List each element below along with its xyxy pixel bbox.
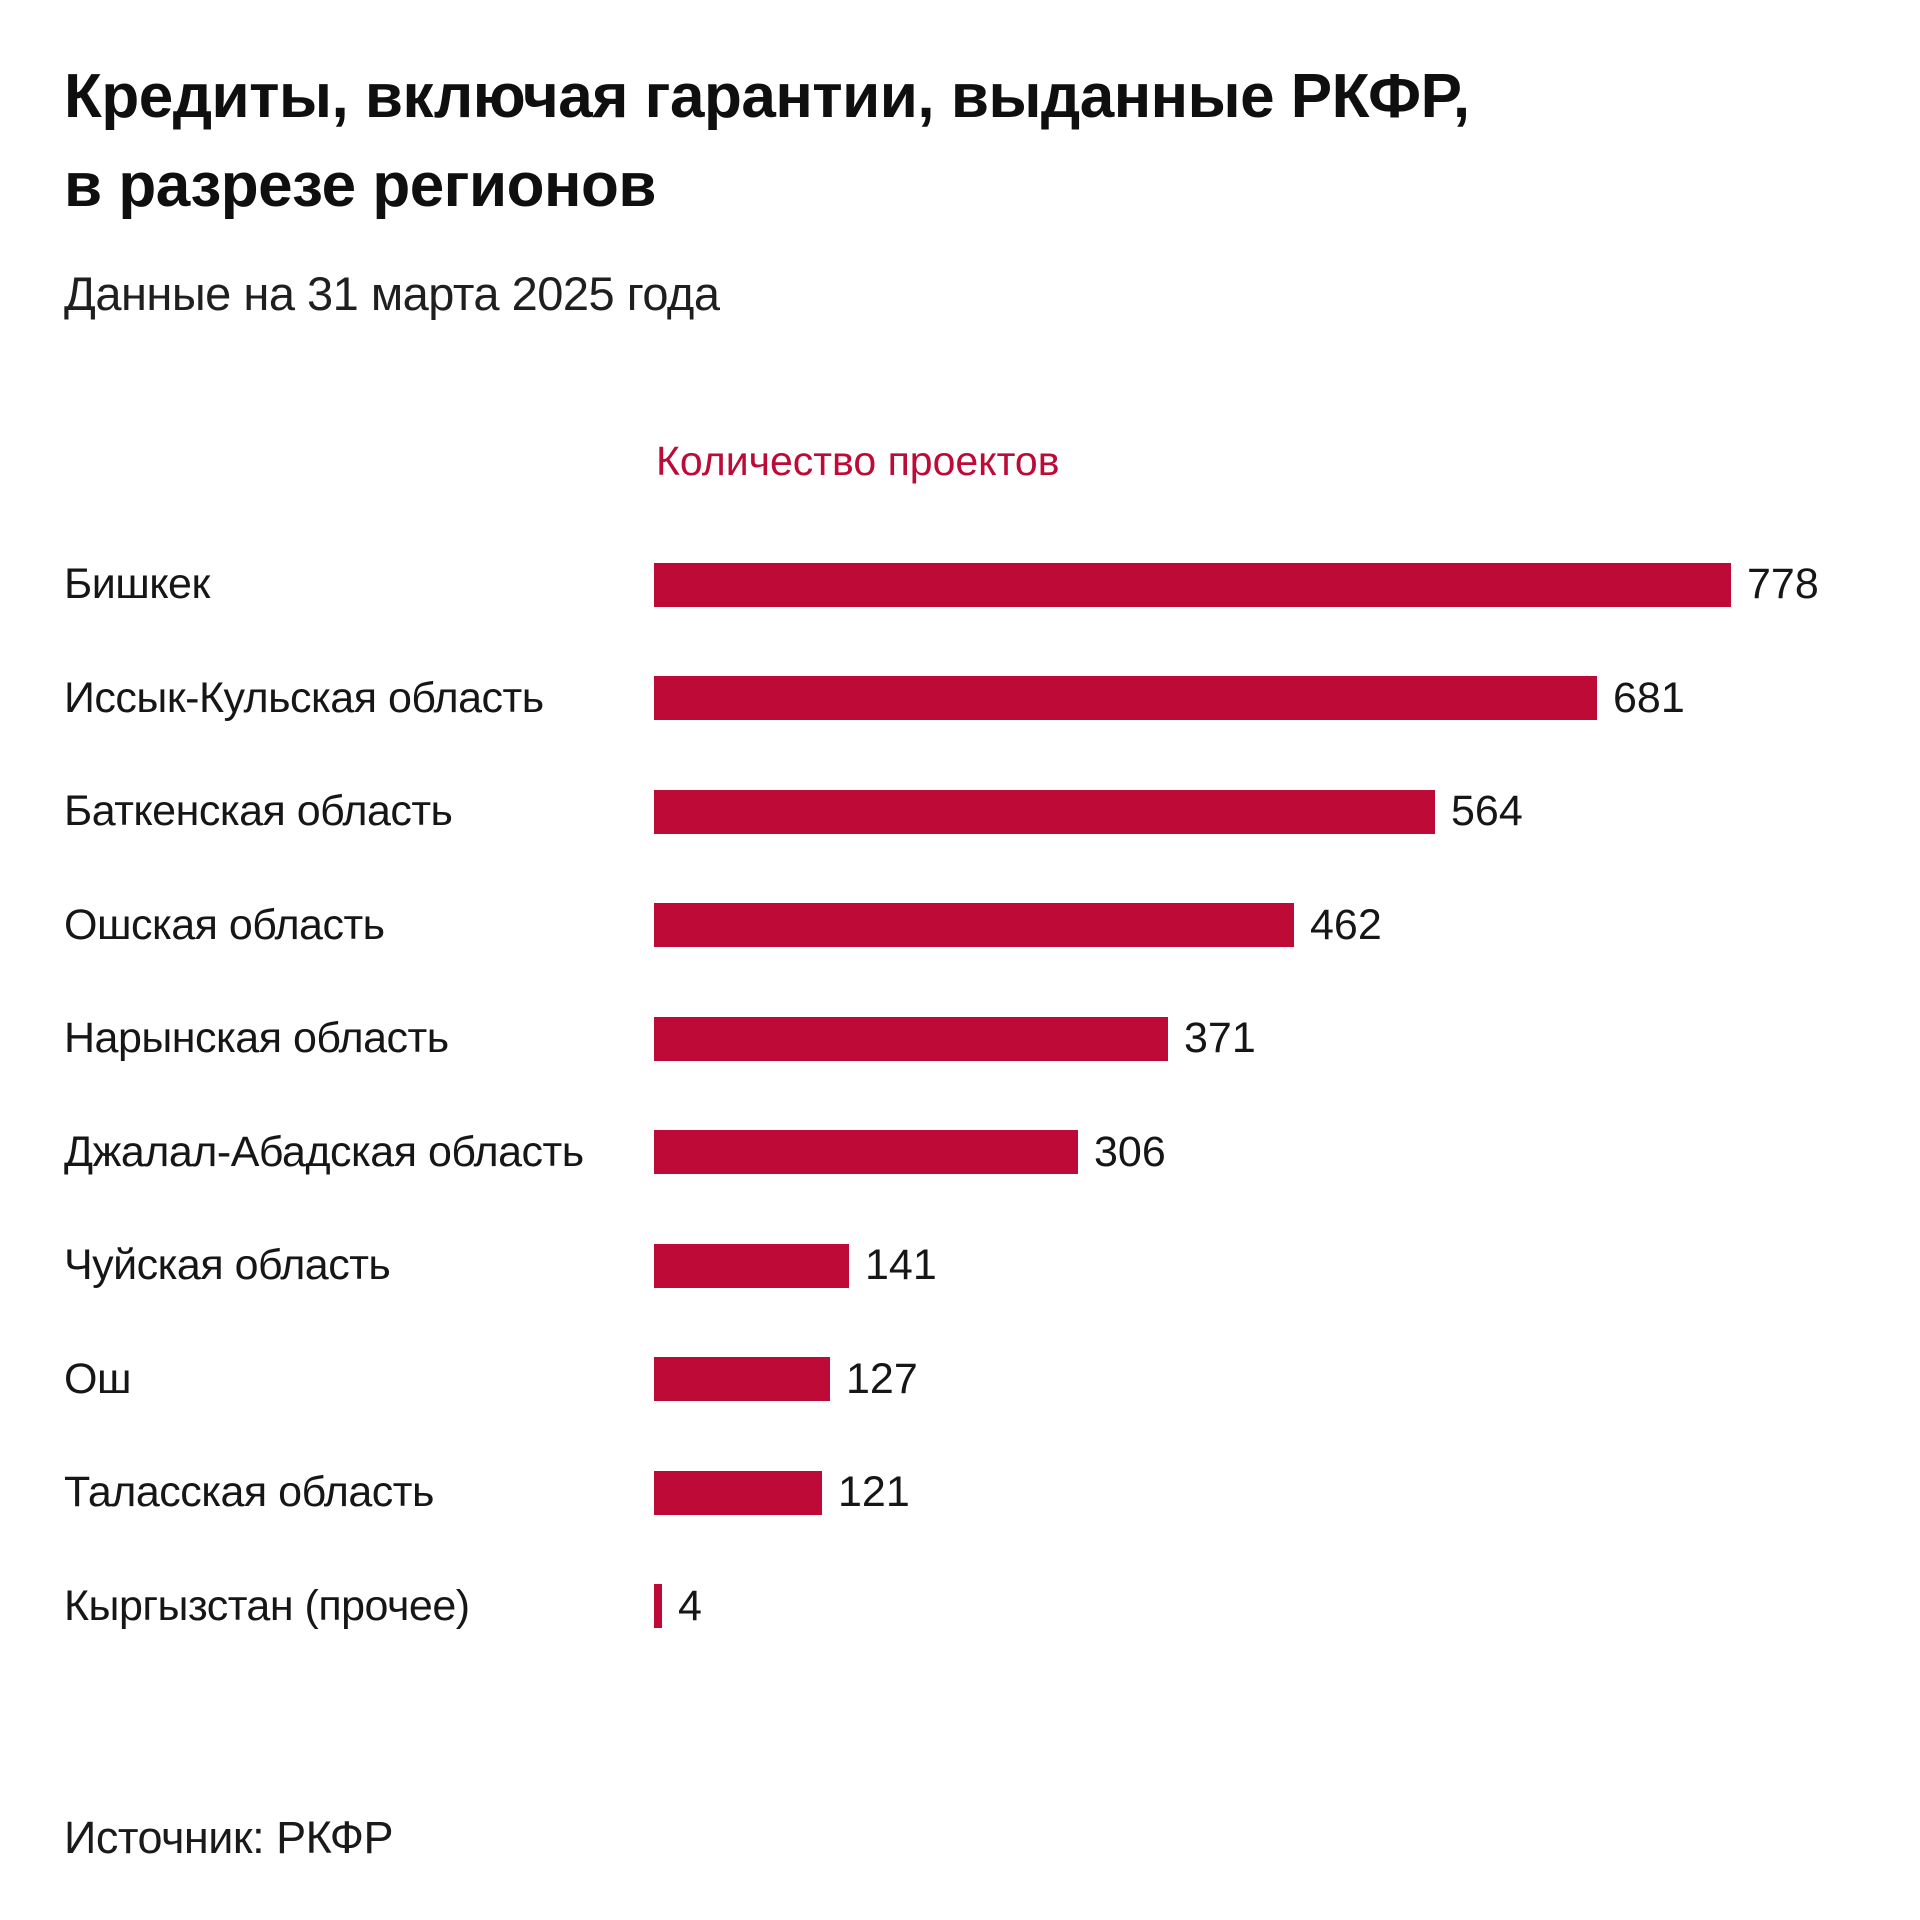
- value-label: 564: [1451, 787, 1523, 836]
- value-label: 4: [678, 1581, 702, 1630]
- bar: [654, 1357, 830, 1401]
- category-label: Баткенская область: [64, 787, 453, 836]
- chart-row: [0, 755, 1920, 869]
- bar-area: [654, 1128, 1920, 1177]
- value-label: 681: [1613, 673, 1685, 722]
- bar-area: [654, 901, 1920, 950]
- bar: [654, 790, 1435, 834]
- value-label: 371: [1184, 1014, 1256, 1063]
- bar-area: [654, 787, 1920, 836]
- category-label: Бишкек: [64, 560, 210, 609]
- chart-row: [0, 528, 1920, 642]
- category-label: Ош: [64, 1354, 131, 1403]
- value-label: 306: [1094, 1127, 1166, 1176]
- value-label: 462: [1310, 900, 1382, 949]
- chart-row: [0, 1209, 1920, 1323]
- value-label: 121: [838, 1468, 910, 1517]
- bar-area: [654, 1241, 1920, 1290]
- category-label: Ошская область: [64, 900, 385, 949]
- bar-area: [654, 1355, 1920, 1404]
- chart-row: [0, 982, 1920, 1096]
- chart-title-line-2: в разрезе регионов: [64, 151, 656, 220]
- chart-row: [0, 869, 1920, 983]
- bar: [654, 1584, 662, 1628]
- bar: [654, 903, 1294, 947]
- bar-area: [654, 1014, 1920, 1063]
- chart-row: [0, 642, 1920, 756]
- bar: [654, 563, 1731, 607]
- value-label: 778: [1747, 560, 1819, 609]
- bar-area: [654, 674, 1920, 723]
- chart-title-line-1: Кредиты, включая гарантии, выданные РКФР,: [64, 62, 1470, 131]
- category-label: Чуйская область: [64, 1241, 391, 1290]
- category-label: Кыргызстан (прочее): [64, 1581, 470, 1630]
- chart-row: [0, 1550, 1920, 1664]
- series-legend-label: Количество проектов: [656, 438, 1060, 484]
- value-label: 127: [846, 1354, 918, 1403]
- chart-subtitle: Данные на 31 марта 2025 года: [64, 267, 720, 320]
- bar: [654, 1017, 1168, 1061]
- bar-area: [654, 1468, 1920, 1517]
- bar: [654, 1244, 849, 1288]
- category-label: Джалал-Абадская область: [64, 1127, 584, 1176]
- chart-row: [0, 1436, 1920, 1550]
- chart-title: [64, 52, 1854, 230]
- chart-header: [64, 52, 1854, 321]
- value-label: 141: [865, 1241, 937, 1290]
- bar-chart: [0, 528, 1920, 1663]
- source-note: Источник: РКФР: [64, 1812, 394, 1863]
- bar-area: [654, 1582, 1920, 1631]
- bar-area: [654, 560, 1920, 609]
- bar: [654, 676, 1597, 720]
- bar: [654, 1130, 1078, 1174]
- chart-row: [0, 1096, 1920, 1210]
- bar: [654, 1471, 822, 1515]
- chart-row: [0, 1323, 1920, 1437]
- category-label: Нарынская область: [64, 1014, 449, 1063]
- category-label: Иссык-Кульская область: [64, 673, 544, 722]
- category-label: Таласская область: [64, 1468, 434, 1517]
